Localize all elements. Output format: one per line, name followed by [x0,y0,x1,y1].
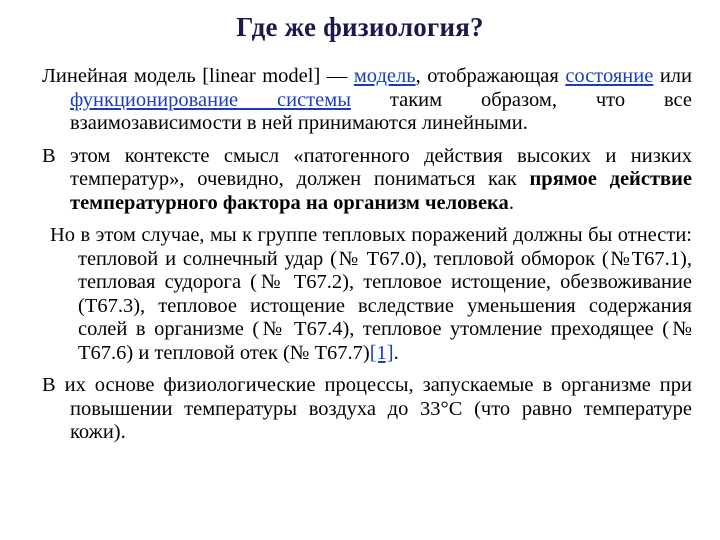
paragraph-linear-model [42,65,692,136]
text-segment: В их основе физиологические процессы, запускаемые в организме при повышении температуры воздуха до 33°С (что равно температуре кожи). [42,374,692,443]
link-model[interactable]: модель [353,65,416,87]
main-content [42,65,692,454]
text-segment: таким образом, что все взаимозависимости в ней принимаются линейными. [70,88,692,134]
text-segment: В этом контексте смысл «патогенного действия высоких и низких температур», очевидно, должен пониматься как [42,144,692,190]
paragraph-physiology [42,374,692,445]
reference-link[interactable]: [1] [369,341,394,364]
text-segment: Линейная модель [linear model] — [42,65,354,87]
text-segment: . [393,341,399,364]
link-state[interactable]: состояние [565,65,654,87]
page-title: Где же физиология? [236,12,484,42]
paragraph-context [42,145,692,216]
text-segment: или [653,65,693,87]
bold-phrase: прямое действие температурного фактора на организм человека [70,168,693,214]
paragraph-heat-injuries [50,224,692,365]
text-segment: , отображающая [415,65,566,87]
text-segment: . [508,191,514,214]
text-segment: Но в этом случае, мы к группе тепловых поражений должны бы отнести: тепловой и солнечный удар (№ Т67.0), тепловой обморок (№Т67.1), тепловая судорога (№ Т67.2), тепловое истощение, обезвоживание (Т67.3), тепловое истощение вследствие уменьшения содержания солей в организме (№ Т67.4), тепловое утомление преходящее (№ Т67.6) и тепловой отек (№ Т67.7) [50,224,692,364]
link-system-functioning[interactable]: функционирование системы [70,88,351,111]
